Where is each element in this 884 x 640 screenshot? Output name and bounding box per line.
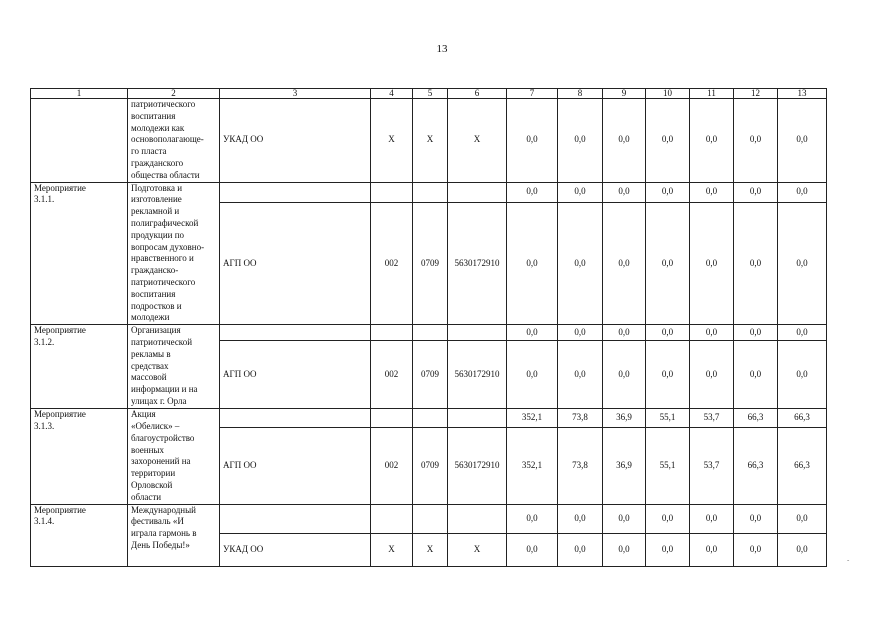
- amount-cell: 0,0: [558, 533, 603, 566]
- amount-cell: 352,1: [507, 427, 558, 504]
- scan-mark: -: [847, 556, 850, 564]
- amount-cell: 55,1: [646, 427, 690, 504]
- measure-description: Акция «Обелиск» – благоустройство военных захоронений на территории Орловской области: [128, 409, 220, 504]
- total-amount-cell: 0,0: [646, 325, 690, 341]
- total-amount-cell: 0,0: [646, 504, 690, 533]
- code-rzpr: 0709: [413, 427, 448, 504]
- code-grbs: 002: [371, 341, 413, 409]
- column-header: 9: [603, 89, 646, 99]
- amount-cell: 0,0: [603, 202, 646, 324]
- code-grbs: [371, 504, 413, 533]
- total-amount-cell: 53,7: [690, 409, 734, 427]
- measure-id: Мероприятие 3.1.3.: [31, 409, 128, 504]
- code-rzpr: [413, 504, 448, 533]
- budget-table: [30, 88, 827, 567]
- amount-cell: 0,0: [734, 99, 778, 183]
- amount-cell: 53,7: [690, 427, 734, 504]
- total-amount-cell: 0,0: [603, 325, 646, 341]
- executor: [220, 504, 371, 533]
- column-header: 1: [31, 89, 128, 99]
- code-grbs: X: [371, 533, 413, 566]
- amount-cell: 0,0: [603, 99, 646, 183]
- code-grbs: [371, 325, 413, 341]
- code-csr: 5630172910: [448, 427, 507, 504]
- executor: [220, 325, 371, 341]
- total-amount-cell: 36,9: [603, 409, 646, 427]
- total-amount-cell: 0,0: [734, 504, 778, 533]
- code-csr: [448, 182, 507, 202]
- amount-cell: 0,0: [778, 533, 827, 566]
- amount-cell: 0,0: [734, 202, 778, 324]
- column-header: 8: [558, 89, 603, 99]
- total-amount-cell: 0,0: [558, 325, 603, 341]
- amount-cell: 0,0: [603, 341, 646, 409]
- code-csr: X: [448, 99, 507, 183]
- total-amount-cell: 66,3: [778, 409, 827, 427]
- total-amount-cell: 73,8: [558, 409, 603, 427]
- amount-cell: 0,0: [507, 99, 558, 183]
- measure-id: Мероприятие 3.1.2.: [31, 325, 128, 409]
- column-header: 13: [778, 89, 827, 99]
- total-amount-cell: 0,0: [507, 182, 558, 202]
- total-amount-cell: 0,0: [690, 182, 734, 202]
- code-rzpr: [413, 182, 448, 202]
- amount-cell: 0,0: [690, 533, 734, 566]
- amount-cell: 0,0: [603, 533, 646, 566]
- amount-cell: 0,0: [690, 341, 734, 409]
- amount-cell: 0,0: [646, 202, 690, 324]
- column-header: 10: [646, 89, 690, 99]
- code-rzpr: 0709: [413, 341, 448, 409]
- amount-cell: 0,0: [507, 341, 558, 409]
- amount-cell: 0,0: [690, 202, 734, 324]
- amount-cell: 0,0: [558, 99, 603, 183]
- code-rzpr: X: [413, 99, 448, 183]
- column-header: 6: [448, 89, 507, 99]
- code-grbs: X: [371, 99, 413, 183]
- executor: [220, 182, 371, 202]
- table-row: [31, 325, 827, 341]
- column-header: 3: [220, 89, 371, 99]
- code-rzpr: [413, 325, 448, 341]
- total-amount-cell: 0,0: [734, 325, 778, 341]
- measure-description: Организация патриотической рекламы в средствах массовой информации и на улицах г. Орла: [128, 325, 220, 409]
- total-amount-cell: 66,3: [734, 409, 778, 427]
- measure-id: [31, 99, 128, 183]
- total-amount-cell: 0,0: [603, 182, 646, 202]
- amount-cell: 36,9: [603, 427, 646, 504]
- code-grbs: 002: [371, 202, 413, 324]
- page-number: 13: [436, 43, 448, 55]
- amount-cell: 0,0: [734, 533, 778, 566]
- code-csr: 5630172910: [448, 202, 507, 324]
- code-rzpr: 0709: [413, 202, 448, 324]
- column-header: 5: [413, 89, 448, 99]
- total-amount-cell: 0,0: [507, 325, 558, 341]
- amount-cell: 0,0: [734, 341, 778, 409]
- code-csr: [448, 504, 507, 533]
- amount-cell: 73,8: [558, 427, 603, 504]
- amount-cell: 0,0: [778, 202, 827, 324]
- total-amount-cell: 55,1: [646, 409, 690, 427]
- column-header: 12: [734, 89, 778, 99]
- amount-cell: 66,3: [734, 427, 778, 504]
- total-amount-cell: 0,0: [734, 182, 778, 202]
- measure-id: Мероприятие 3.1.4.: [31, 504, 128, 566]
- total-amount-cell: 0,0: [558, 504, 603, 533]
- header-row: [31, 89, 827, 99]
- code-rzpr: [413, 409, 448, 427]
- amount-cell: 0,0: [646, 533, 690, 566]
- executor: АГП ОО: [220, 341, 371, 409]
- total-amount-cell: 0,0: [690, 504, 734, 533]
- table-row: [31, 182, 827, 202]
- code-grbs: [371, 409, 413, 427]
- code-grbs: [371, 182, 413, 202]
- amount-cell: 0,0: [558, 341, 603, 409]
- measure-description: патриотического воспитания молодежи как основополагающе- го пласта гражданского общества области: [128, 99, 220, 183]
- code-csr: X: [448, 533, 507, 566]
- amount-cell: 0,0: [778, 99, 827, 183]
- total-amount-cell: 0,0: [603, 504, 646, 533]
- table-row: [31, 504, 827, 533]
- executor: УКАД ОО: [220, 533, 371, 566]
- total-amount-cell: 0,0: [778, 504, 827, 533]
- measure-description: Подготовка и изготовление рекламной и полиграфической продукции по вопросам духовно- нравственного и гражданско- патриотического воспитания подростков и молодежи: [128, 182, 220, 325]
- total-amount-cell: 352,1: [507, 409, 558, 427]
- amount-cell: 0,0: [646, 99, 690, 183]
- code-csr: [448, 325, 507, 341]
- total-amount-cell: 0,0: [558, 182, 603, 202]
- amount-cell: 0,0: [690, 99, 734, 183]
- code-csr: [448, 409, 507, 427]
- total-amount-cell: 0,0: [507, 504, 558, 533]
- amount-cell: 0,0: [646, 341, 690, 409]
- code-csr: 5630172910: [448, 341, 507, 409]
- amount-cell: 0,0: [558, 202, 603, 324]
- column-header: 2: [128, 89, 220, 99]
- total-amount-cell: 0,0: [778, 325, 827, 341]
- code-grbs: 002: [371, 427, 413, 504]
- amount-cell: 0,0: [507, 533, 558, 566]
- total-amount-cell: 0,0: [646, 182, 690, 202]
- executor: АГП ОО: [220, 427, 371, 504]
- table-row: [31, 99, 827, 183]
- column-header: 11: [690, 89, 734, 99]
- table-row: [31, 409, 827, 427]
- measure-description: Международный фестиваль «И играла гармонь в День Победы!»: [128, 504, 220, 566]
- amount-cell: 66,3: [778, 427, 827, 504]
- total-amount-cell: 0,0: [778, 182, 827, 202]
- column-header: 4: [371, 89, 413, 99]
- executor: УКАД ОО: [220, 99, 371, 183]
- total-amount-cell: 0,0: [690, 325, 734, 341]
- executor: АГП ОО: [220, 202, 371, 324]
- amount-cell: 0,0: [507, 202, 558, 324]
- code-rzpr: X: [413, 533, 448, 566]
- executor: [220, 409, 371, 427]
- amount-cell: 0,0: [778, 341, 827, 409]
- column-header: 7: [507, 89, 558, 99]
- measure-id: Мероприятие 3.1.1.: [31, 182, 128, 325]
